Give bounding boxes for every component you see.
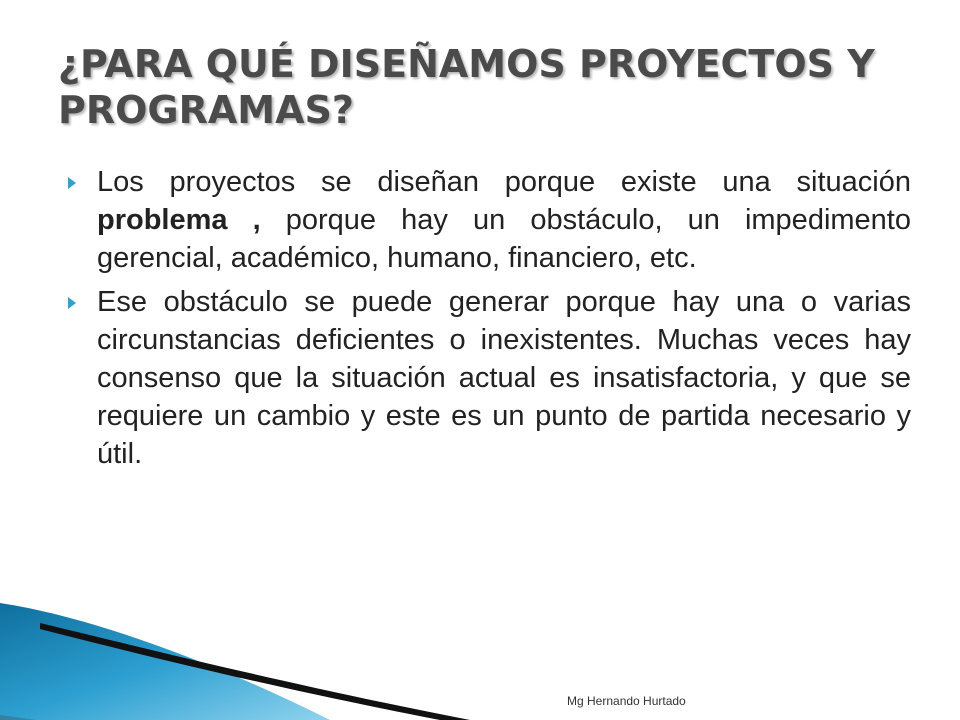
bullet-arrow-icon [68, 177, 76, 189]
footer-author: Mg Hernando Hurtado [567, 694, 686, 708]
bullet-text-1-part2: porque hay un obstáculo, un impedimento gerencial, académico, humano, financiero, etc. [97, 204, 911, 274]
bullet-text-2: Ese obstáculo se puede generar porque hay una o varias circunstancias deficientes o inexistentes. Muchas veces hay consenso que la situación actual es insatisfactoria, y que se requiere un cambio y este es un punto de partida necesario y útil. [97, 286, 911, 470]
bullet-text-1-part1: Los proyectos se diseñan porque existe una situación [97, 166, 911, 198]
bullet-item-2 [68, 283, 911, 473]
slide-title: ¿PARA QUÉ DISEÑAMOS PROYECTOS Y PROGRAMAS? [58, 42, 875, 132]
bullet-item-1 [68, 163, 911, 277]
blue-swoosh-shape [0, 603, 330, 720]
bullet-arrow-icon [68, 297, 76, 309]
bullet-list [68, 163, 911, 479]
decorative-swoosh [0, 585, 470, 720]
bullet-text-1-bold: problema , [97, 204, 261, 236]
bullet-text-1 [97, 163, 911, 277]
